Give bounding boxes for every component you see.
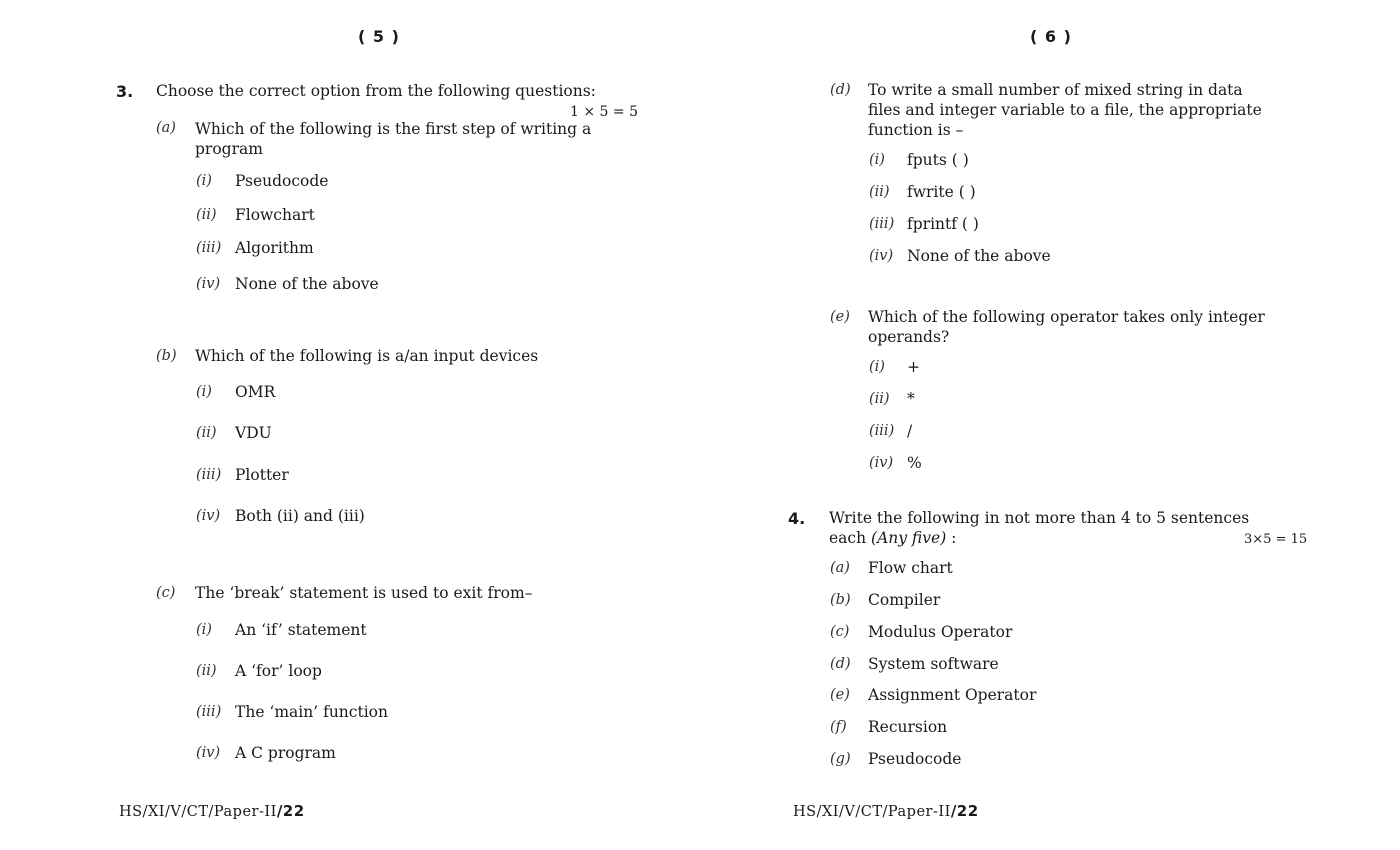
paper-code: HS/XI/V/CT/Paper-II [119, 804, 277, 820]
option-text: OMR [235, 383, 276, 401]
option-label: (iii) [869, 423, 895, 439]
option-label: (iii) [869, 216, 895, 232]
item-text: Assignment Operator [868, 686, 1037, 704]
option-label: (ii) [196, 663, 217, 679]
item-text: Compiler [868, 591, 941, 609]
item-text: Recursion [868, 718, 948, 736]
option-text: + [907, 358, 920, 376]
paper-year: /22 [276, 802, 305, 820]
sub-question-label: (d) [830, 82, 851, 98]
item-text: Modulus Operator [868, 623, 1013, 641]
option-label: (i) [869, 359, 885, 375]
option-text: fprintf ( ) [907, 215, 979, 233]
page-number: ( 5 ) [358, 27, 400, 46]
option-label: (ii) [869, 184, 890, 200]
item-label: (b) [830, 592, 851, 608]
paper-year: /22 [950, 802, 979, 820]
option-label: (iv) [869, 248, 894, 264]
option-text: The ‘main’ function [235, 703, 388, 721]
question-text-italic: (Any five) [871, 529, 947, 547]
page-footer [119, 802, 305, 820]
option-label: (ii) [196, 425, 217, 441]
marks-label: 3×5 = 15 [1244, 532, 1308, 547]
option-text: Flowchart [235, 206, 315, 224]
sub-question-text: The ‘break’ statement is used to exit from– [195, 584, 533, 602]
option-text: / [907, 422, 913, 440]
option-label: (iii) [196, 240, 222, 256]
option-label: (i) [196, 384, 212, 400]
option-text: An ‘if’ statement [235, 621, 367, 639]
option-text: * [907, 390, 915, 408]
item-label: (d) [830, 656, 851, 672]
option-label: (ii) [869, 391, 890, 407]
option-label: (iv) [196, 276, 221, 292]
item-label: (e) [830, 687, 850, 703]
question-text-main: Write the following in not more than 4 to 5 sentences each [829, 509, 1250, 547]
sub-question-text: Which of the following is a/an input devices [195, 347, 539, 365]
item-text: Pseudocode [868, 750, 962, 768]
option-text: None of the above [907, 247, 1051, 265]
item-text: Flow chart [868, 559, 953, 577]
sub-question-label: (c) [156, 585, 176, 601]
question-text-tail: : [946, 529, 957, 547]
item-label: (a) [830, 560, 850, 576]
option-label: (iii) [196, 467, 222, 483]
option-label: (i) [196, 622, 212, 638]
option-label: (i) [196, 173, 212, 189]
sub-question-text: Which of the following is the first step of writing a program [195, 120, 592, 158]
option-text: Algorithm [235, 239, 314, 257]
option-label: (iv) [196, 745, 221, 761]
sub-question-text: Which of the following operator takes only integer operands? [868, 308, 1265, 346]
sub-question-text: To write a small number of mixed string in data files and integer variable to a file, the appropriate function is – [868, 81, 1262, 139]
question-number: 4. [788, 509, 806, 528]
option-text: A ‘for’ loop [235, 662, 322, 680]
option-label: (iv) [869, 455, 894, 471]
option-label: (iii) [196, 704, 222, 720]
option-text: fputs ( ) [907, 151, 969, 169]
item-text: System software [868, 655, 999, 673]
option-label: (iv) [196, 508, 221, 524]
sub-question-label: (e) [830, 309, 850, 325]
option-label: (ii) [196, 207, 217, 223]
sub-question-label: (a) [156, 120, 176, 136]
page-number: ( 6 ) [1030, 27, 1072, 46]
page-footer [793, 802, 979, 820]
option-text: Both (ii) and (iii) [235, 507, 365, 525]
question-text: Choose the correct option from the following questions: [156, 82, 596, 100]
question-text [829, 508, 1269, 548]
option-label: (i) [869, 152, 885, 168]
option-text: A C program [235, 744, 336, 762]
option-text: % [907, 454, 922, 472]
item-label: (g) [830, 751, 851, 767]
option-text: fwrite ( ) [907, 183, 976, 201]
item-label: (f) [830, 719, 847, 735]
sub-question-label: (b) [156, 348, 177, 364]
option-text: Pseudocode [235, 172, 329, 190]
question-number: 3. [116, 82, 134, 101]
option-text: VDU [235, 424, 272, 442]
option-text: None of the above [235, 275, 379, 293]
paper-code: HS/XI/V/CT/Paper-II [793, 804, 951, 820]
marks-label: 1 × 5 = 5 [570, 104, 638, 120]
item-label: (c) [830, 624, 850, 640]
option-text: Plotter [235, 466, 289, 484]
